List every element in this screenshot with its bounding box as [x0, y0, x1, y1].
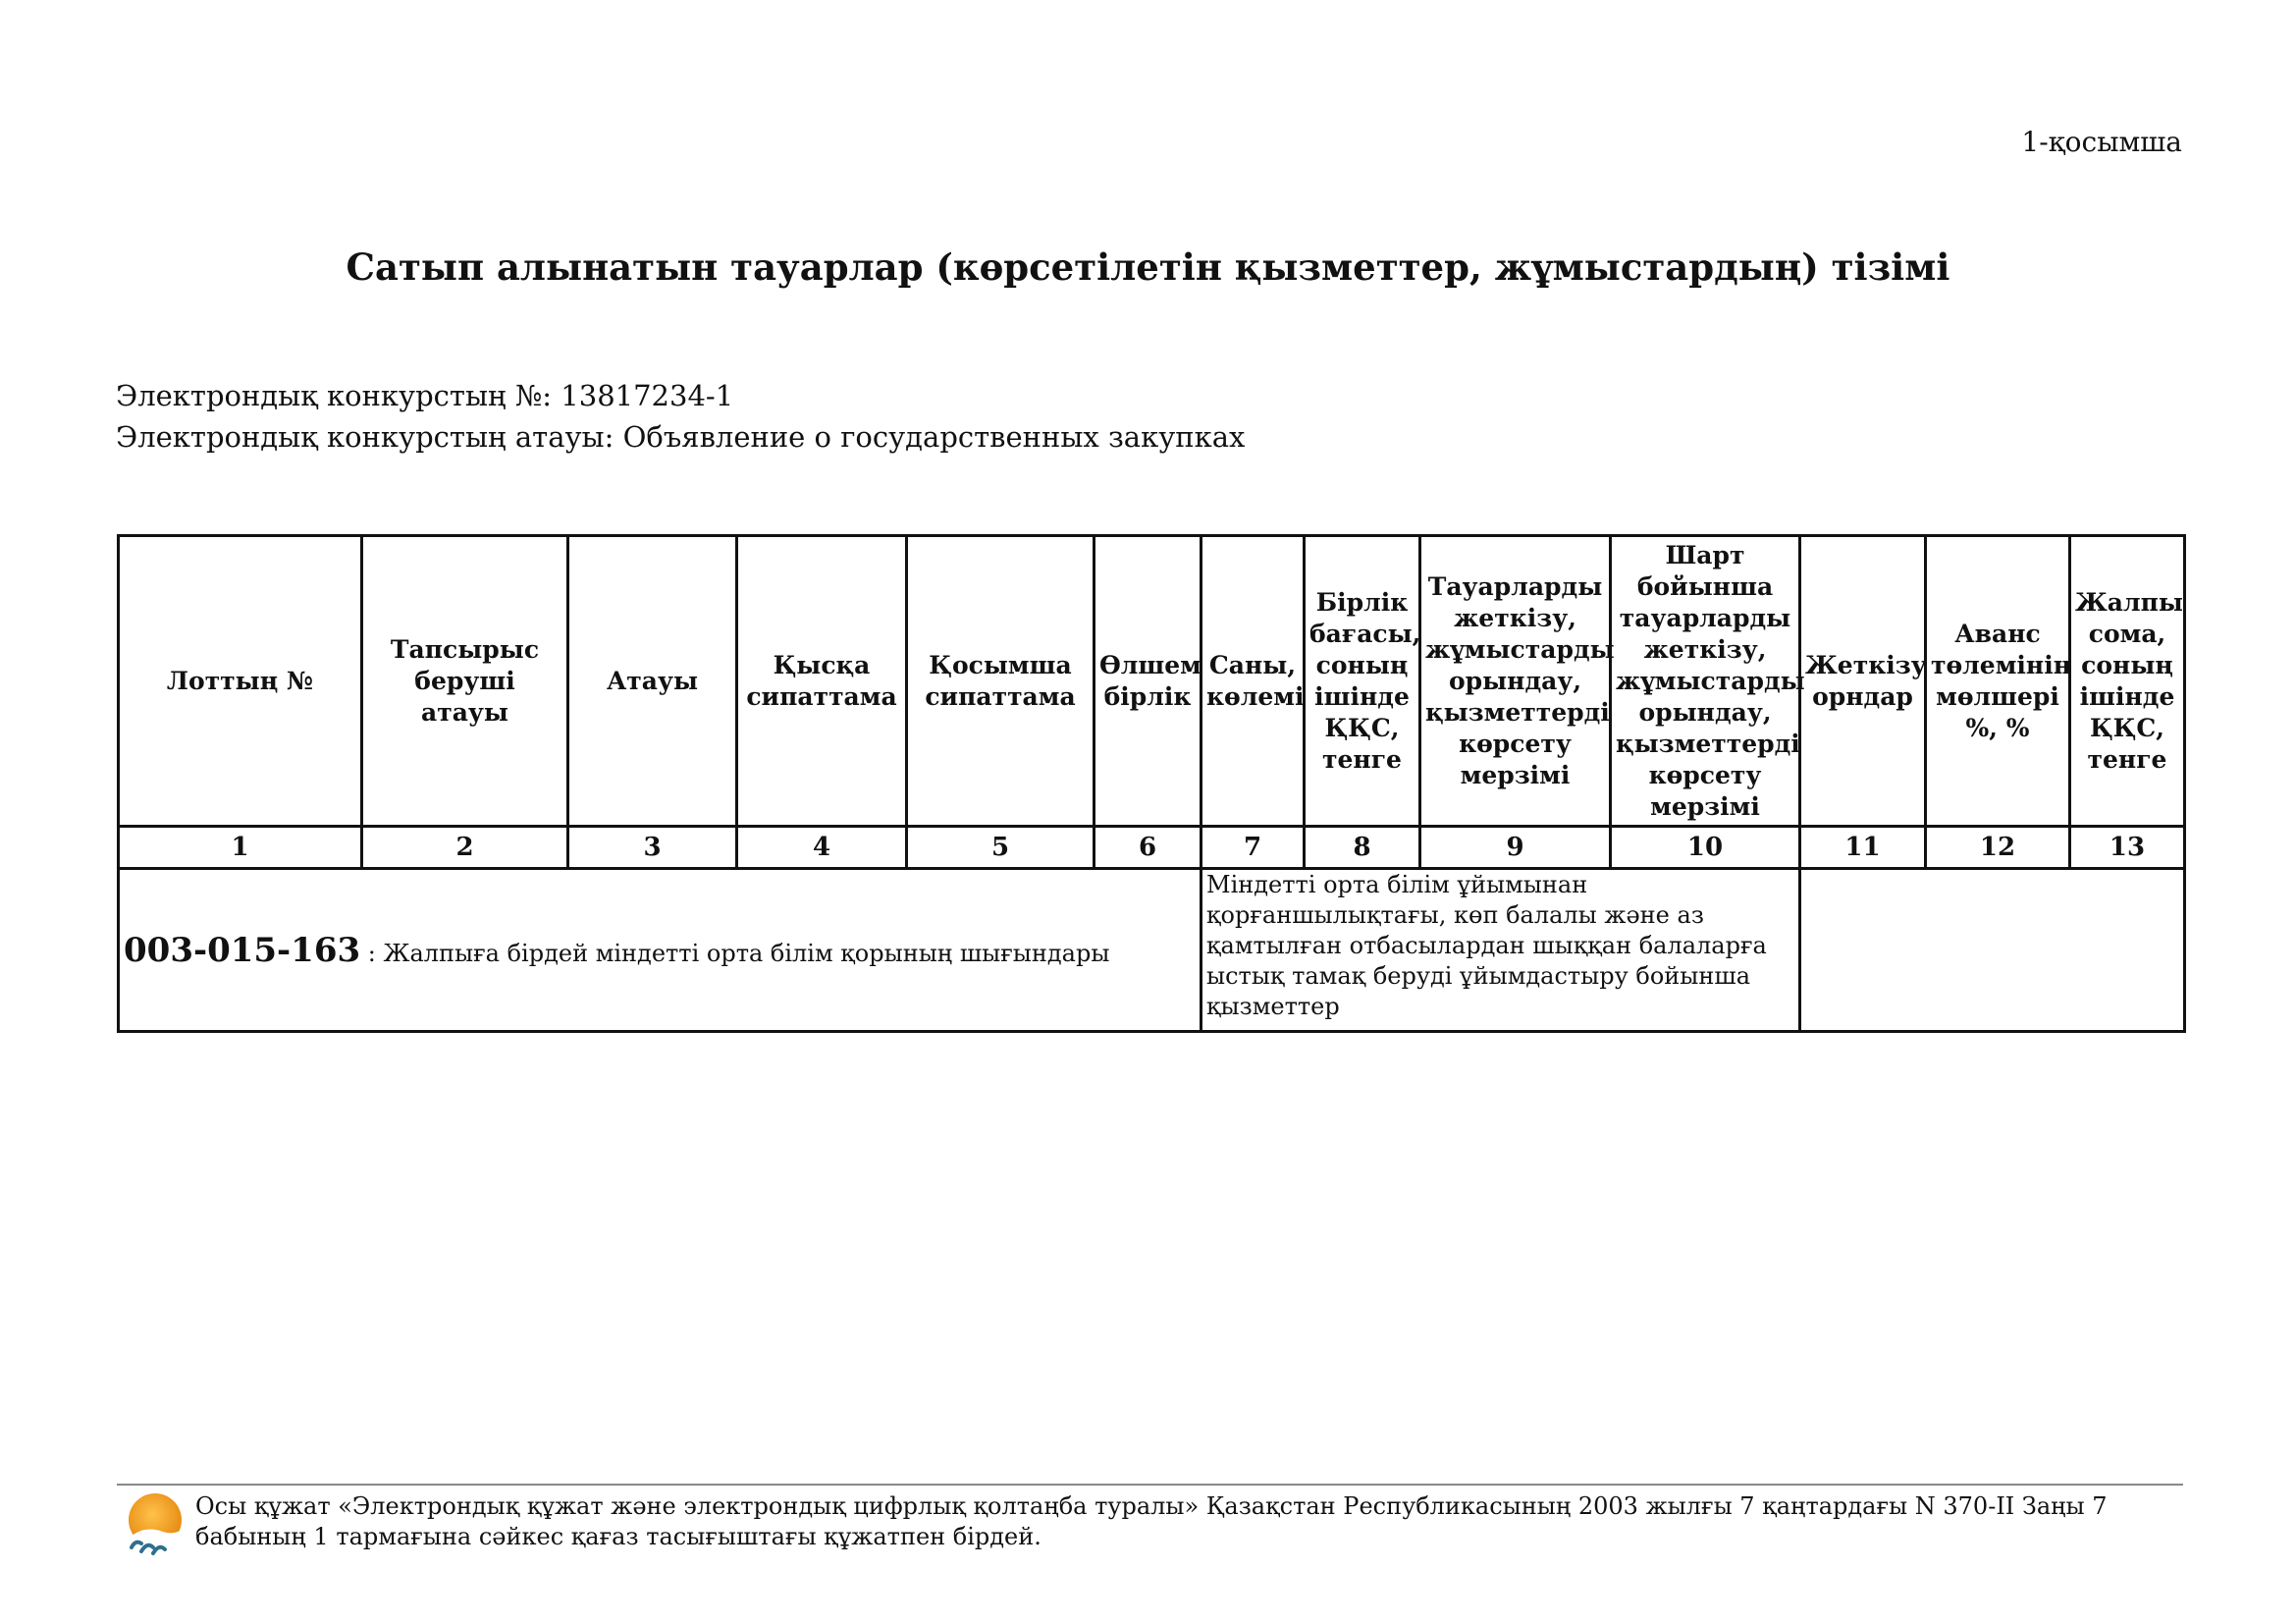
header-total-amount: Жалпы сома, соның ішінде ҚҚС, тенге — [2070, 536, 2185, 827]
column-number: 6 — [1095, 827, 1201, 869]
column-number: 13 — [2070, 827, 2185, 869]
header-unit-price: Бірлік бағасы, соның ішінде ҚҚС, тенге — [1305, 536, 1420, 827]
column-number: 5 — [907, 827, 1095, 869]
column-number-row — [119, 827, 2185, 869]
lot-empty-cell — [1800, 869, 2185, 1032]
header-short-description: Қысқа сипаттама — [737, 536, 907, 827]
table-row — [119, 869, 2185, 1032]
column-number: 2 — [362, 827, 568, 869]
column-number: 4 — [737, 827, 907, 869]
column-number: 9 — [1420, 827, 1611, 869]
contest-number: Электрондық конкурстың №: 13817234-1 — [116, 379, 734, 412]
lots-table — [117, 534, 2186, 1033]
lot-code: 003-015-163 — [124, 930, 361, 970]
lot-service-description: Міндетті орта білім ұйымынан қорғаншылықтағы, көп балалы және аз қамтылған отбасылардан шыққан балаларға ыстық тамақ беруді ұйымдастыру бойынша қызметтер — [1201, 869, 1800, 1032]
header-quantity: Саны, көлемі — [1201, 536, 1305, 827]
header-advance-payment: Аванс төлемінің мөлшері %, % — [1926, 536, 2070, 827]
column-number: 8 — [1305, 827, 1420, 869]
header-additional-description: Қосымша сипаттама — [907, 536, 1095, 827]
header-unit: Өлшем бірлік — [1095, 536, 1201, 827]
column-number: 10 — [1611, 827, 1800, 869]
header-name: Атауы — [568, 536, 737, 827]
column-number: 1 — [119, 827, 362, 869]
header-delivery-places: Жеткізу орндар — [1800, 536, 1926, 827]
page-title: Сатып алынатын тауарлар (көрсетілетін қызметтер, жұмыстардың) тізімі — [346, 245, 1950, 289]
table-header-row — [119, 536, 2185, 827]
contest-info — [116, 375, 1245, 458]
column-number: 12 — [1926, 827, 2070, 869]
lot-description: : Жалпыға бірдей міндетті орта білім қорының шығындары — [360, 939, 1110, 967]
header-customer-name: Тапсырыс беруші атауы — [362, 536, 568, 827]
header-delivery-term: Тауарларды жеткізу, жұмыстарды орындау, қызметтерді көрсету мерзімі — [1420, 536, 1611, 827]
footer-divider — [117, 1484, 2183, 1486]
column-number: 3 — [568, 827, 737, 869]
lot-cell — [119, 869, 1201, 1032]
footer-legal-note: Осы құжат «Электрондық құжат және электрондық цифрлық қолтаңба туралы» Қазақстан Республикасының 2003 жылғы 7 қаңтардағы N 370-II Заңы 7 бабының 1 тармағына сәйкес қағаз тасығыштағы құжатпен бірдей. — [195, 1492, 2108, 1550]
column-number: 7 — [1201, 827, 1305, 869]
appendix-label: 1-қосымша — [2021, 126, 2182, 158]
column-number: 11 — [1800, 827, 1926, 869]
contest-name: Электрондық конкурстың атауы: Объявление о государственных закупках — [116, 420, 1246, 454]
header-lot-number: Лоттың № — [119, 536, 362, 827]
egov-sun-logo-icon — [120, 1489, 188, 1557]
header-contract-delivery-term: Шарт бойынша тауарларды жеткізу, жұмыстарды орындау, қызметтерді көрсету мерзімі — [1611, 536, 1800, 827]
